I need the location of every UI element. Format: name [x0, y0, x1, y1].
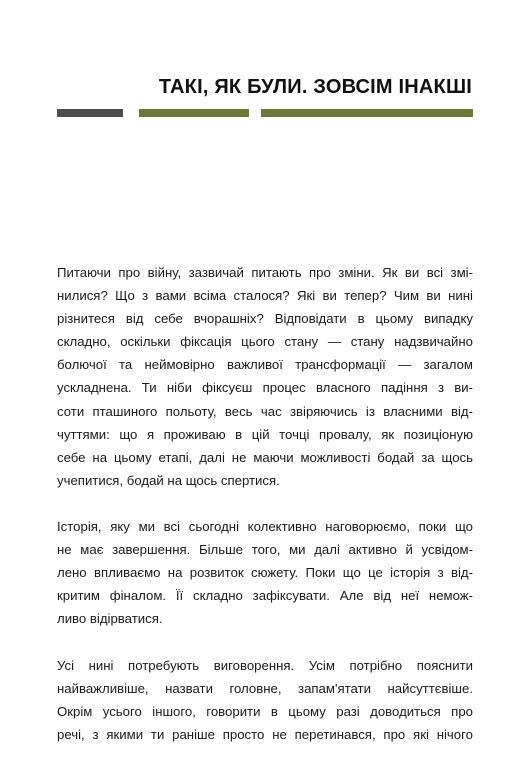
decorative-bar-olive-short: [139, 109, 249, 117]
text-line: чуттями: що я проживаю в цій точці провалу, як позиціоную: [57, 426, 473, 442]
decorative-bar-olive-long: [261, 109, 473, 117]
text-line: складно, оскільки фіксація цього стану — стану надзвичайно: [57, 334, 473, 350]
text-line: соти пташиного польоту, весь час звіряючись із власними від-: [57, 403, 473, 419]
text-line: критим фіналом. Її складно зафіксувати. Але від неї немож-: [57, 588, 473, 604]
text-line: не має завершення. Більше того, ми далі активно й усвідом-: [57, 542, 473, 558]
paragraph-3: [57, 654, 473, 746]
text-line: різнитеся від себе вчорашніх? Відповідати в цьому випадку: [57, 311, 473, 327]
paragraph-1: [57, 261, 473, 492]
text-line: речі, з якими ти раніше просто не перетинався, про які нічого: [57, 726, 473, 742]
text-line: Історія, яку ми всі сьогодні колективно наговорюємо, поки що: [57, 519, 473, 535]
text-line: Усі нині потребують виговорення. Усім потрібно пояснити: [57, 657, 473, 673]
chapter-title: ТАКІ, ЯК БУЛИ. ЗОВСІМ ІНАКШІ: [158, 76, 472, 98]
text-line: Питаючи про війну, зазвичай питають про зміни. Як ви всі змі-: [57, 265, 473, 280]
text-line: нилися? Що з вами всіма сталося? Які ви тепер? Чим ви нині: [57, 288, 473, 304]
text-line: себе на цьому етапі, далі не маючи можливості бодай за щось: [57, 449, 473, 465]
decorative-bar-gray: [57, 109, 123, 117]
paragraph-2: [57, 515, 473, 630]
text-line: Окрім усього іншого, говорити в цьому разі доводиться про: [57, 703, 473, 719]
text-line: учепитися, бодай на щось спертися.: [57, 472, 280, 488]
text-line: болючої та неймовірно важливої трансформації — загалом: [57, 357, 473, 373]
text-line: ливо відірватися.: [57, 611, 163, 627]
body-text: [57, 261, 473, 769]
text-line: найважливіше, назвати головне, запам'ятати найсуттєвіше.: [57, 680, 473, 696]
text-line: ускладнена. Ти ніби фіксуєш процес власного падіння з ви-: [57, 380, 473, 396]
text-line: лено впливаємо на розвиток сюжету. Поки що це історія з від-: [57, 565, 473, 581]
